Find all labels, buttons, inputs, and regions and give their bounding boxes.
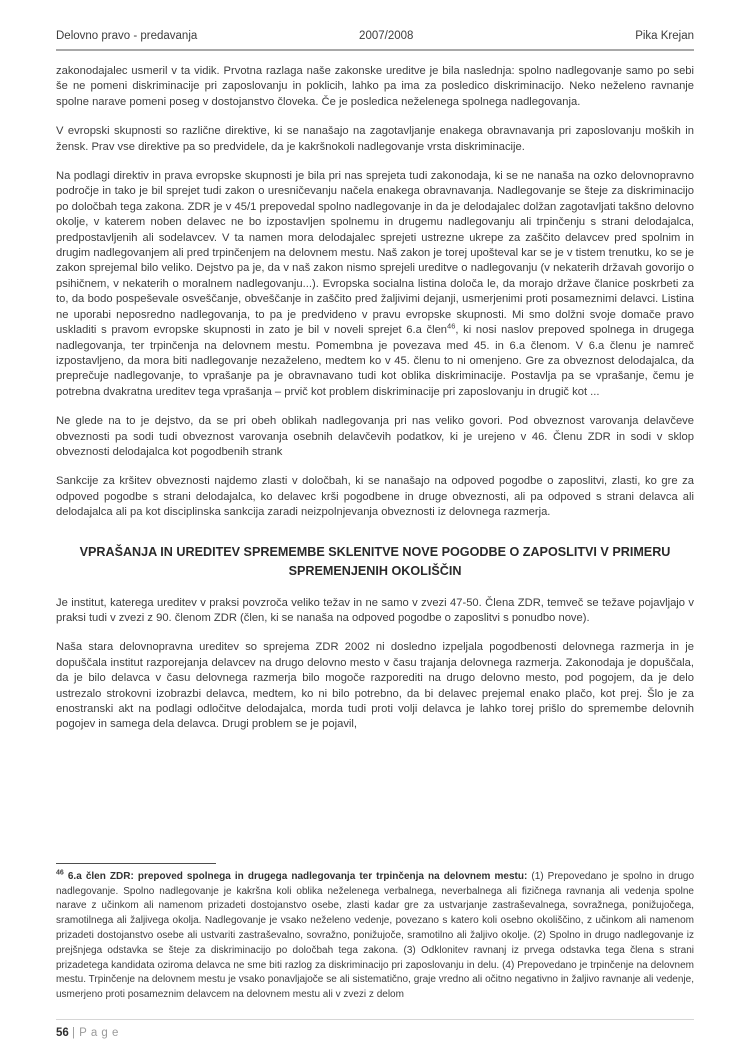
paragraph <box>56 474 694 520</box>
document-body <box>56 64 694 733</box>
paragraph-text: V evropski skupnosti so različne direktive, ki se nanašajo na zagotavljanje enakega obravnavanja pri zaposlovanju moških in žensk. Prav vse direktive pa so predvidele, da je kakršnokoli nadlegovanje vrsta diskriminacije. <box>56 125 694 153</box>
paragraph-text: , ki nosi naslov prepoved spolnega in drugega nadlegovanja, ter trpinčenja na delovnem mestu. Pomembna je povezava med 45. in 6.a členom. V 6.a členu je namreč izpostavljeno, da mora biti nadlegovanje nezaželeno, medtem ko v 45. členu to ni omenjeno. Gre za obveznost delodajalca, da preprečuje nadlegovanje, to vprašanje pa je obravnavano tudi kot oblika diskriminacije. Postavlja pa se vprašanje, čemu je potrebna dvakratna ureditev tega vprašanja – prvič kot problem diskriminacije pri zaposlovanju in drugič kot ... <box>56 324 694 398</box>
footnote-separator <box>56 863 216 864</box>
footnote-lead: 6.a člen ZDR: prepoved spolnega in drugega nadlegovanja ter trpinčenja na delovnem mestu: <box>67 870 528 882</box>
paragraph <box>56 64 694 110</box>
footnote <box>56 870 694 1003</box>
section-heading: VPRAŠANJA IN UREDITEV SPREMEMBE SKLENITVE NOVE POGODBE O ZAPOSLITVI V PRIMERU SPREMENJENIH OKOLIŠČIN <box>79 544 671 578</box>
paragraph-text: Naša stara delovnopravna ureditev so sprejema ZDR 2002 ni dosledno izpeljala pogodbenosti delovnega razmerja in je dopuščala institut razporejanja delavcev na drugo delovno mesto v času trajanja delovnega razmerja. Zakonodaja je dopuščala, da je bilo delavca v času delovnega razmerja bilo mogoče razporediti na drugo delovno mesto, pod pogojem, da je delo ustrezalo strokovni izobrazbi delavca, medtem, ko ni bilo potrebno, da bi delavec prejemal enako plačo, kot prej. Šlo je za enostranski akt na podlagi odločitve delodajalca, morda tudi proti volji delavca je lahko torej prišlo do spremembe delovnih pogojev in samega dela delavca. Drugi problem se je pojavil, <box>56 641 694 731</box>
paragraph-text: zakonodajalec usmeril v ta vidik. Prvotna razlaga naše zakonske ureditve je bila naslednja: spolno nadlegovanje samo po sebi še ne pomeni diskriminacije pri zaposlovanju in poklicih, lahko pa ima za posledico diskriminacijo. Neko neželeno ravnanje spolne narave pomeni poseg v dostojanstvo človeka. Če je posledica neželenega spolnega nadlegovanja. <box>56 65 694 108</box>
paragraph-text: Sankcije za kršitev obveznosti najdemo zlasti v določbah, ki se nanašajo na odpoved pogodbe o zaposlitvi, zlasti, ko gre za odpoved pogodbe s strani delodajalca, ko delavec krši pogodbene in druge obveznosti, ali pa odpoved s strani delavca ali delodajalca ali pa kot disciplinska sankcija zaradi neizpolnjevanja obveznosti iz delovnega razmerja. <box>56 475 694 519</box>
header-academic-year: 2007/2008 <box>359 30 414 42</box>
footnote-area <box>56 863 694 1003</box>
paragraph <box>56 596 694 627</box>
paragraph <box>56 124 694 155</box>
header-author-name: Pika Krejan <box>635 30 694 42</box>
header-rule <box>56 49 694 51</box>
footnote-reference: 46 <box>447 321 456 331</box>
footnote-marker: 46 <box>56 869 64 877</box>
page-number: 56 <box>56 1027 69 1039</box>
page-word: | P a g e <box>72 1027 119 1039</box>
page-header <box>56 30 694 42</box>
paragraph-text: Ne glede na to je dejstvo, da se pri obeh oblikah nadlegovanja pri nas veliko govori. Pod obveznost varovanja delavčeve obveznosti pa sodi tudi obveznost varovanja osebnih delavčevih podatkov, ki je urejeno v 46. Členu ZDR in sodi v sklop obveznosti delodajalca kot pogodbenih strank <box>56 415 694 458</box>
paragraph <box>56 169 694 400</box>
footnote-text: (1) Prepovedano je spolno in drugo nadlegovanje. Spolno nadlegovanje je kakršna koli oblika neželenega verbalnega, neverbalnega ali fizičnega ravnanja ali vedenja spolne narave z učinkom ali namenom prizadeti dostojanstvo osebe, zlasti kadar gre za ustvarjanje zastraševalnega, sovražnega, ponižujočega, sramotilnega ali žaljivega okolja. Nadlegovanje je vsako neželeno vedenje, povezano s katero koli osebno okoliščino, z učinkom ali namenom prizadeti dostojanstvo osebe ali ustvariti zastraševalno, sovražno, ponižujoče, sramotilno ali žaljivo okolje. (2) Spolno in drugo nadlegovanje iz prejšnjega odstavka se šteje za diskriminacijo po določbah tega zakona. (3) Odklonitev ravnanj iz prvega odstavka tega člena s strani prizadetega kandidata oziroma delavca ne sme biti razlog za diskriminacijo pri zaposlovanju in delu. (4) Prepovedano je trpinčenje na delovnem mestu. Trpinčenje na delovnem mestu je vsako ponavljajoče se ali sistematično, graje vredno ali očitno negativno in žaljivo ravnanje ali vedenje, usmerjeno proti posameznim delavcem na delovnem mestu ali v zvezi z delom <box>56 870 695 1001</box>
paragraph <box>56 640 694 732</box>
page-footer <box>56 1019 694 1039</box>
header-course-title: Delovno pravo - predavanja <box>56 30 198 42</box>
paragraph <box>56 414 694 460</box>
paragraph-text: Je institut, katerega ureditev v praksi povzroča veliko težav in ne samo v zvezi 47-50. Člena ZDR, temveč se težave pojavljajo v praksi tudi v zvezi z 90. členom ZDR (člen, ki se nanaša na odpoved pogodbe o zaposlitvi s ponudbo nove). <box>56 596 694 624</box>
paragraph-text: Na podlagi direktiv in prava evropske skupnosti je bila pri nas sprejeta tudi zakonodaja, ki se ne nanaša na ozko delovnopravno področje in tako je bil sprejet tudi zakon o uresničevanju načela enakega obravnavanja. Nadlegovanje se šteje za diskriminacijo po določbah tega zakona. ZDR je v 45/1 prepovedal spolno nadlegovanje in da je delodajalec dolžan zagotavljati takšno delovno okolje, v katerem noben delavec ne bo izpostavljen spolnemu in drugemu nadlegovanju ali trpinčenju s strani delodajalca, predpostavljenih ali sodelavcev. V ta namen mora delodajalec sprejeti ustrezne ukrepe za zaščito delavcev pred spolnim in drugim nadlegovanjem ali pred trpinčenjem na delovnem mestu. Naš zakon je torej upošteval kar se je v tistem trenutku, ko se je zakon sprejemal bilo veliko. Dejstvo pa je, da v naš zakon nismo sprejeli ureditve o nadlegovanju (v nekaterih državah govorijo o psihičnem, v nekaterih o moralnem nadlegovanju...). Evropska socialna listina določa le, da morajo države članice poskrbeti za to, da bodo pospeševale osveščanje, obveščanje in zaščito pred žaljivimi dejanji, usmerjenimi proti posameznimi delavci. Listina ne uporabi neposredno nadlegovanja, to pa je predvideno v pravu evropske skupnosti. Mi smo dolžni svoje domače pravo uskladiti s pravom evropske skupnosti in zato je bil v noveli sprejet 6.a člen <box>56 170 694 337</box>
